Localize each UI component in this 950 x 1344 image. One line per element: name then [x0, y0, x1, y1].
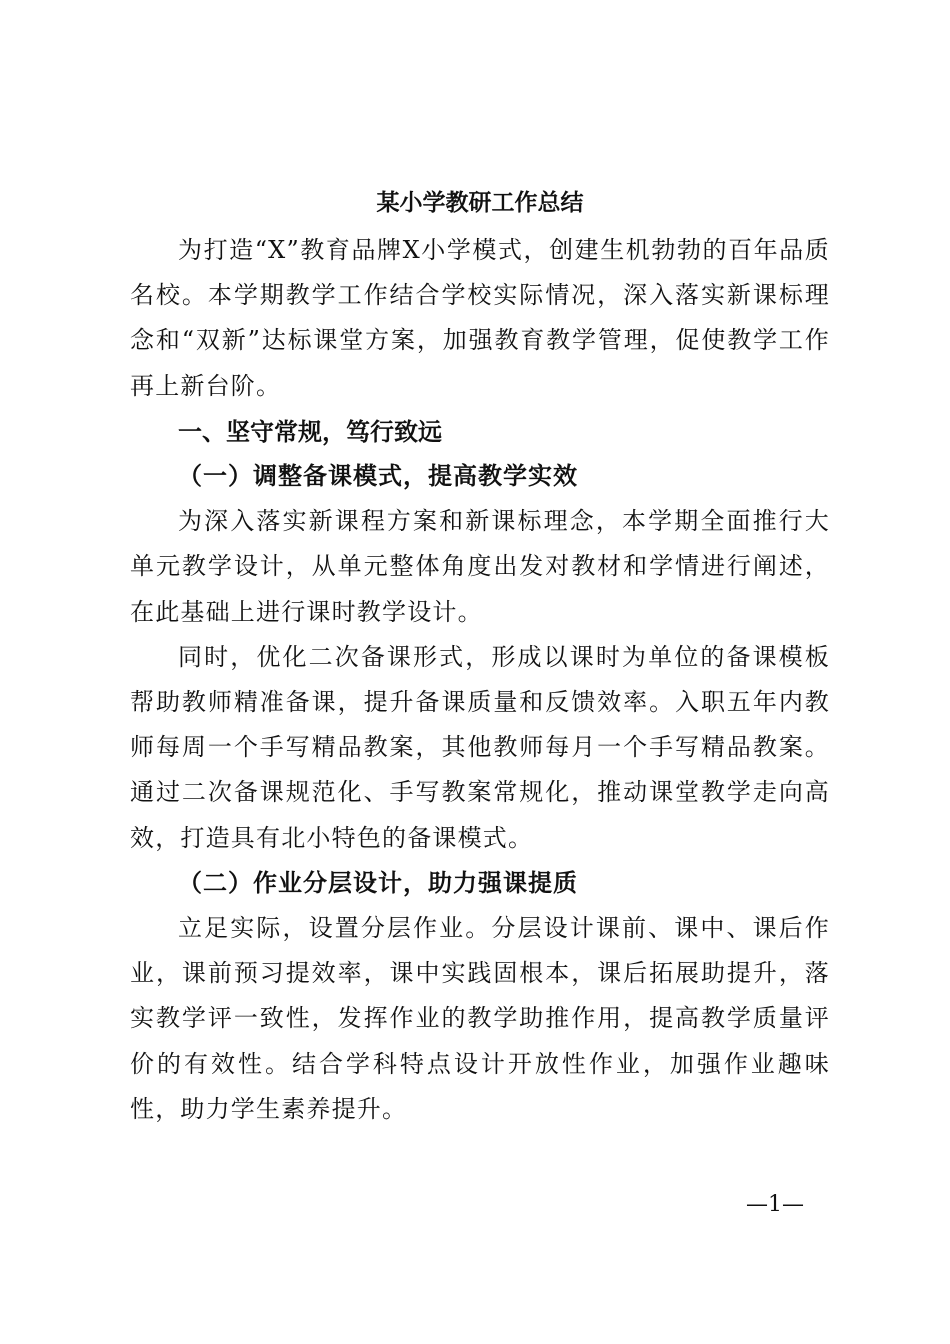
paragraph-lesson-design: 为深入落实新课程方案和新课标理念，本学期全面推行大单元教学设计，从单元整体角度出发对教材和学情进行阐述，在此基础上进行课时教学设计。 [130, 507, 830, 626]
document-title: 某小学教研工作总结 [376, 189, 584, 216]
paragraph-intro: 为打造“X”教育品牌X小学模式，创建生机勃勃的百年品质名校。本学期教学工作结合学校实际情况，深入落实新课标理念和“双新”达标课堂方案，加强教育教学管理，促使教学工作再上新台阶。 [130, 236, 830, 400]
paragraph-lesson-prep: 同时，优化二次备课形式，形成以课时为单位的备课模板帮助教师精准备课，提升备课质量和反馈效率。入职五年内教师每周一个手写精品教案，其他教师每月一个手写精品教案。通过二次备课规范化、手写教案常规化，推动课堂教学走向高效，打造具有北小特色的备课模式。 [130, 642, 830, 852]
page-number: —1— [746, 1192, 804, 1217]
heading-section-1: 一、坚守常规，笃行致远 [178, 416, 442, 446]
heading-subsection-2: （二）作业分层设计，助力强课提质 [178, 868, 578, 897]
heading-subsection-1: （一）调整备课模式，提高教学实效 [178, 462, 578, 491]
document-body [130, 178, 830, 1132]
paragraph-homework: 立足实际，设置分层作业。分层设计课前、课中、课后作业，课前预习提效率，课中实践固根本，课后拓展助提升，落实教学评一致性，发挥作业的教学助推作用，提高教学质量评价的有效性。结合学科特点设计开放性作业，加强作业趣味性，助力学生素养提升。 [130, 914, 830, 1123]
